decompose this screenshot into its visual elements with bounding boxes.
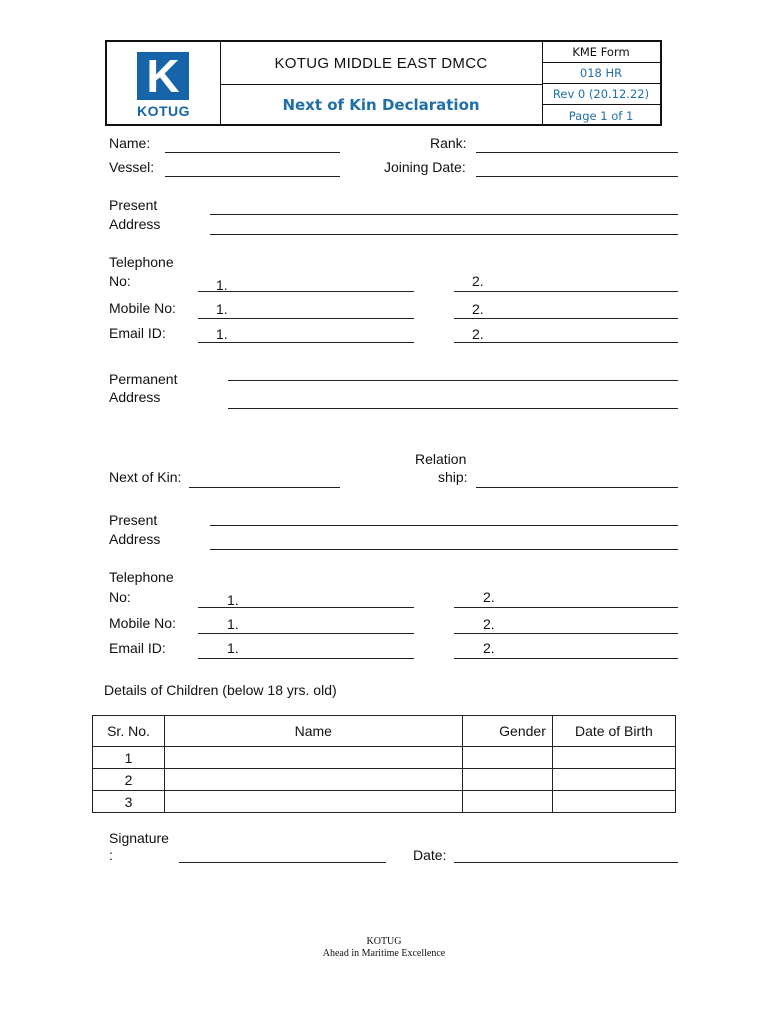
form-code: KME Form [542,42,660,63]
row-number: 2 [93,769,165,791]
footer-company: KOTUG [366,936,402,947]
joining-date-label: Joining Date: [384,159,466,175]
next-of-kin-label: Next of Kin: [109,469,182,485]
signature-colon: : [109,847,113,863]
kin-present-address-line-1[interactable] [210,525,678,526]
present-address-line-1[interactable] [210,214,678,215]
name-label: Name: [109,135,151,151]
present-address-label: Present [109,197,158,213]
kin-email-2-field[interactable] [454,658,678,659]
email-1-num: 1. [216,326,228,342]
kin-mobile-1-num: 1. [227,616,239,632]
permanent-address-label: Permanent [109,371,178,387]
children-table-header [93,716,676,747]
row-number: 1 [93,747,165,769]
rank-label: Rank: [430,135,467,151]
kin-mobile-1-field[interactable] [198,633,414,634]
col-name: Name [164,716,462,747]
form-title: Next of Kin Declaration [282,95,480,114]
children-table [92,715,676,813]
kin-present-address-label-2: Address [109,531,161,547]
kin-email-label: Email ID: [109,640,166,656]
signature-field[interactable] [179,862,386,863]
permanent-address-line-1[interactable] [228,380,678,381]
kin-telephone-2-num: 2. [483,589,495,605]
signature-label: Signature [109,830,169,846]
col-date-of-birth: Date of Birth [552,716,675,747]
form-header [105,40,662,126]
mobile-2-num: 2. [472,301,484,317]
form-meta [542,42,660,124]
form-number: 018 HR [542,63,660,84]
name-field[interactable] [165,152,340,153]
kin-telephone-1-field[interactable] [198,607,414,608]
kin-email-1-field[interactable] [198,658,414,659]
table-row [93,747,676,769]
child-name-cell[interactable] [164,769,462,791]
relationship-field[interactable] [476,487,678,488]
email-label: Email ID: [109,325,166,341]
kin-telephone-label-2: No: [109,589,131,605]
logo-wordmark: KOTUG [136,103,191,119]
child-gender-cell[interactable] [462,791,552,813]
child-dob-cell[interactable] [552,747,675,769]
col-sr-no: Sr. No. [93,716,165,747]
telephone-label-2: No: [109,273,131,289]
kin-mobile-2-num: 2. [483,616,495,632]
email-1-field[interactable] [198,342,414,343]
vessel-label: Vessel: [109,159,155,175]
permanent-address-label-2: Address [109,389,161,405]
telephone-1-field[interactable] [198,291,414,292]
present-address-label-2: Address [109,216,161,232]
telephone-label: Telephone [109,254,174,270]
kin-present-address-label: Present [109,512,158,528]
kin-mobile-label: Mobile No: [109,615,176,631]
kin-email-2-num: 2. [483,640,495,656]
email-2-field[interactable] [454,342,678,343]
child-gender-cell[interactable] [462,747,552,769]
footer-tagline: Ahead in Maritime Excellence [322,948,446,959]
relationship-label: Relation [415,451,467,467]
telephone-2-field[interactable] [454,291,678,292]
child-name-cell[interactable] [164,791,462,813]
child-dob-cell[interactable] [552,769,675,791]
date-field[interactable] [454,862,678,863]
table-row [93,769,676,791]
telephone-2-num: 2. [472,273,484,289]
next-of-kin-field[interactable] [189,487,340,488]
child-gender-cell[interactable] [462,769,552,791]
vessel-field[interactable] [165,176,340,177]
company-name: KOTUG MIDDLE EAST DMCC [220,42,542,85]
children-heading: Details of Children (below 18 yrs. old) [104,682,337,698]
kin-telephone-label: Telephone [109,569,174,585]
permanent-address-line-2[interactable] [228,408,678,409]
logo-k-mark: K [137,52,189,100]
mobile-2-field[interactable] [454,318,678,319]
child-name-cell[interactable] [164,747,462,769]
kin-telephone-2-field[interactable] [454,607,678,608]
relationship-label-2: ship: [438,469,468,485]
date-label: Date: [413,847,447,863]
kin-present-address-line-2[interactable] [210,549,678,550]
joining-date-field[interactable] [476,176,678,177]
page-number: Page 1 of 1 [568,108,634,123]
kin-email-1-num: 1. [227,640,239,656]
child-dob-cell[interactable] [552,791,675,813]
table-row [93,791,676,813]
mobile-1-field[interactable] [198,318,414,319]
col-gender: Gender [462,716,552,747]
telephone-1-num: 1. [216,277,228,293]
row-number: 3 [93,791,165,813]
rank-field[interactable] [476,152,678,153]
mobile-1-num: 1. [216,301,228,317]
kotug-logo [107,42,221,124]
form-revision: Rev 0 (20.12.22) [542,84,660,105]
present-address-line-2[interactable] [210,234,678,235]
kin-telephone-1-num: 1. [227,592,239,608]
kin-mobile-2-field[interactable] [454,633,678,634]
mobile-label: Mobile No: [109,300,176,316]
email-2-num: 2. [472,326,484,342]
